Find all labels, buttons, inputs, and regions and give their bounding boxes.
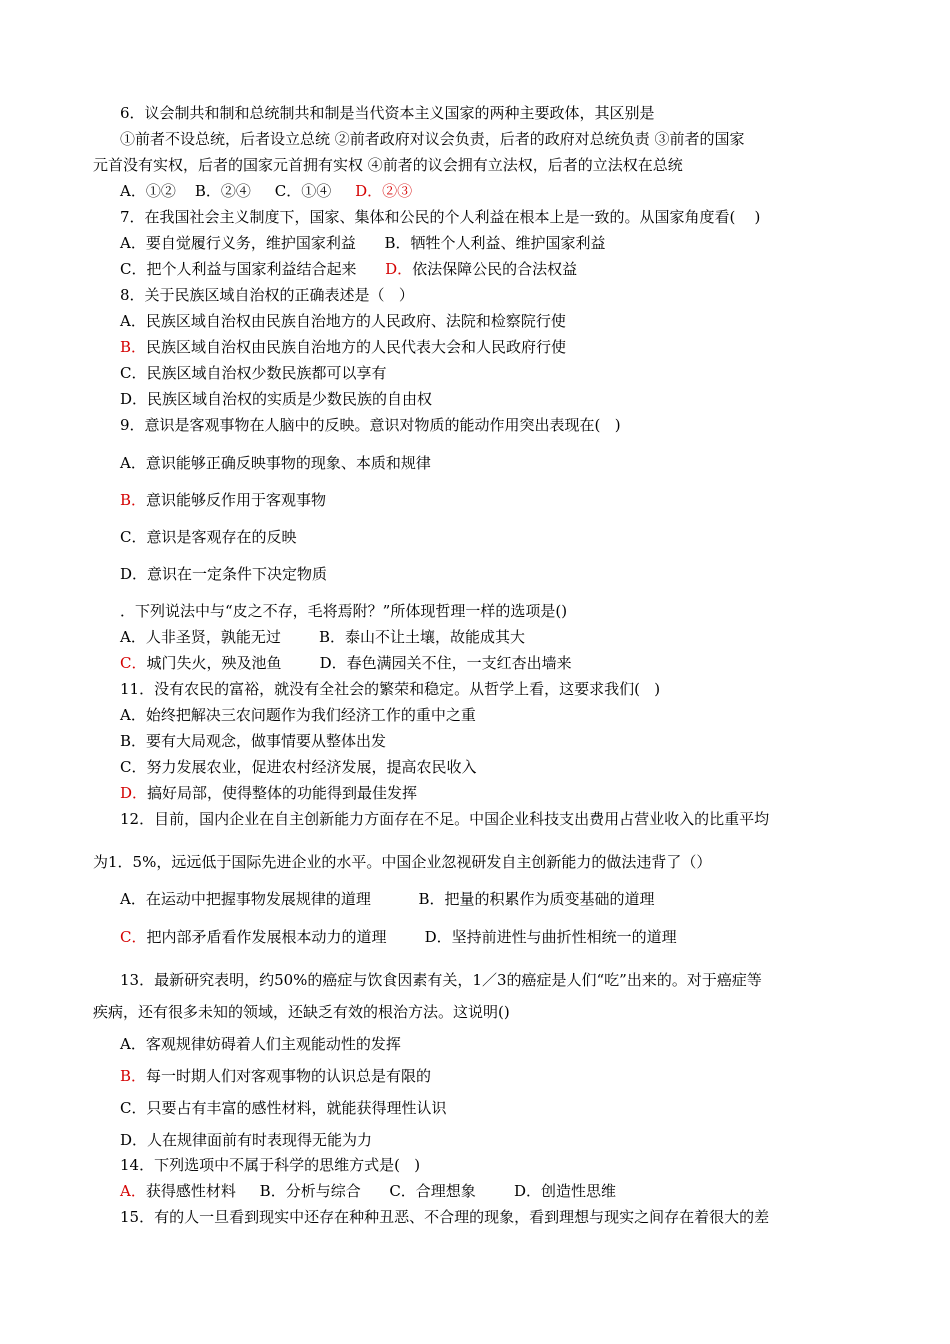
line-text: 意识能够反作用于客观事物: [146, 491, 327, 509]
answer-marker: C．: [120, 928, 147, 946]
line-text: 把内部矛盾看作发展根本动力的道理 D．坚持前进性与曲折性相统一的道理: [146, 928, 677, 946]
text-line: [120, 337, 566, 357]
answer-marker: D．②③: [355, 182, 413, 200]
line-text: 获得感性材料 B．分析与综合 C．合理想象 D．创造性思维: [145, 1182, 616, 1200]
text-line: [120, 415, 621, 435]
text-line: [120, 757, 476, 777]
line-text: C．把个人利益与国家利益结合起来: [120, 260, 386, 278]
line-text: A．在运动中把握事物发展规律的道理 B．把量的积累作为质变基础的道理: [120, 890, 655, 908]
text-line: [120, 809, 769, 829]
line-text: C．努力发展农业，促进农村经济发展，提高农民收入: [120, 758, 477, 776]
text-line: [120, 129, 745, 149]
text-line: [120, 207, 760, 227]
text-line: [120, 103, 655, 123]
line-text: A．要自觉履行义务，维护国家利益 B．牺牲个人利益、维护国家利益: [120, 234, 606, 252]
line-text: ①前者不设总统，后者设立总统 ②前者政府对议会负责，后者的政府对总统负责 ③前者的国家: [120, 130, 745, 148]
text-line: [120, 233, 605, 253]
text-line: [93, 852, 711, 872]
line-text: 疾病，还有很多未知的领域，还缺乏有效的根治方法。这说明(): [93, 1003, 510, 1021]
answer-marker: D．: [385, 260, 413, 278]
text-line: [120, 783, 417, 803]
line-text: 搞好局部，使得整体的功能得到最佳发挥: [147, 784, 418, 802]
line-text: D．人在规律面前有时表现得无能为力: [120, 1131, 373, 1149]
line-text: 为1．5%，远远低于国际先进企业的水平。中国企业忽视研发自主创新能力的做法违背了（）: [93, 853, 712, 871]
line-text: A．客观规律妨碍着人们主观能动性的发挥: [120, 1035, 401, 1053]
line-text: 城门失火，殃及池鱼 D．春色满园关不住，一支红杏出墙来: [146, 654, 572, 672]
text-line: [120, 527, 296, 547]
text-line: [120, 1207, 769, 1227]
text-line: [93, 155, 683, 175]
text-line: [120, 181, 412, 201]
text-line: [120, 927, 677, 947]
line-text: A．意识能够正确反映事物的现象、本质和规律: [120, 454, 431, 472]
text-line: [120, 259, 577, 279]
answer-marker: C．: [120, 654, 147, 672]
text-line: [120, 1034, 401, 1054]
line-text: A．人非圣贤，孰能无过 B．泰山不让土壤，故能成其大: [120, 628, 526, 646]
text-line: [120, 1181, 616, 1201]
answer-marker: B．: [120, 491, 147, 509]
line-text: A．民族区域自治权由民族自治地方的人民政府、法院和检察院行使: [120, 312, 566, 330]
text-line: [120, 705, 476, 725]
line-text: 13．最新研究表明，约50%的癌症与饮食因素有关，1／3的癌症是人们“吃”出来的。对于癌症等: [120, 971, 762, 989]
text-line: [120, 1066, 431, 1086]
text-line: [120, 653, 572, 673]
line-text: B．要有大局观念，做事情要从整体出发: [120, 732, 387, 750]
text-line: [120, 731, 386, 751]
line-text: 15．有的人一旦看到现实中还存在种种丑恶、不合理的现象，看到理想与现实之间存在着很大的差: [120, 1208, 770, 1226]
line-text: 民族区域自治权由民族自治地方的人民代表大会和人民政府行使: [146, 338, 567, 356]
text-line: [120, 564, 327, 584]
text-line: [93, 1002, 510, 1022]
text-line: [120, 490, 326, 510]
line-text: A．①② B．②④ C．①④: [120, 182, 356, 200]
text-line: [120, 679, 660, 699]
text-line: [120, 1155, 420, 1175]
text-line: [120, 363, 386, 383]
answer-marker: B．: [120, 338, 147, 356]
line-text: 9．意识是客观事物在人脑中的反映。意识对物质的能动作用突出表现在( ): [120, 416, 621, 434]
text-line: [120, 311, 566, 331]
line-text: A．始终把解决三农问题作为我们经济工作的重中之重: [120, 706, 476, 724]
line-text: 6．议会制共和制和总统制共和制是当代资本主义国家的两种主要政体，其区别是: [120, 104, 655, 122]
line-text: 14．下列选项中不属于科学的思维方式是( ): [120, 1156, 421, 1174]
text-line: [120, 970, 762, 990]
line-text: 8．关于民族区域自治权的正确表述是（ ）: [120, 286, 414, 304]
line-text: 12．目前，国内企业在自主创新能力方面存在不足。中国企业科技支出费用占营业收入的比重平均: [120, 810, 770, 828]
text-line: [120, 601, 567, 621]
text-line: [120, 889, 655, 909]
line-text: C．民族区域自治权少数民族都可以享有: [120, 364, 387, 382]
line-text: D．意识在一定条件下决定物质: [120, 565, 328, 583]
answer-marker: B．: [120, 1067, 147, 1085]
line-text: 依法保障公民的合法权益: [412, 260, 578, 278]
line-text: ．下列说法中与“皮之不存，毛将焉附？”所体现哲理一样的选项是(): [120, 602, 568, 620]
line-text: 每一时期人们对客观事物的认识总是有限的: [146, 1067, 432, 1085]
text-line: [120, 389, 432, 409]
line-text: 7．在我国社会主义制度下，国家、集体和公民的个人利益在根本上是一致的。从国家角度看( ): [120, 208, 761, 226]
line-text: C．意识是客观存在的反映: [120, 528, 297, 546]
line-text: C．只要占有丰富的感性材料，就能获得理性认识: [120, 1099, 447, 1117]
line-text: 11．没有农民的富裕，就没有全社会的繁荣和稳定。从哲学上看，这要求我们( ): [120, 680, 661, 698]
text-line: [120, 453, 431, 473]
text-line: [120, 1130, 372, 1150]
text-line: [120, 1098, 446, 1118]
text-line: [120, 627, 525, 647]
line-text: 元首没有实权，后者的国家元首拥有实权 ④前者的议会拥有立法权，后者的立法权在总统: [93, 156, 683, 174]
line-text: D．民族区域自治权的实质是少数民族的自由权: [120, 390, 433, 408]
answer-marker: D．: [120, 784, 148, 802]
text-line: [120, 285, 414, 305]
answer-marker: A．: [120, 1182, 146, 1200]
